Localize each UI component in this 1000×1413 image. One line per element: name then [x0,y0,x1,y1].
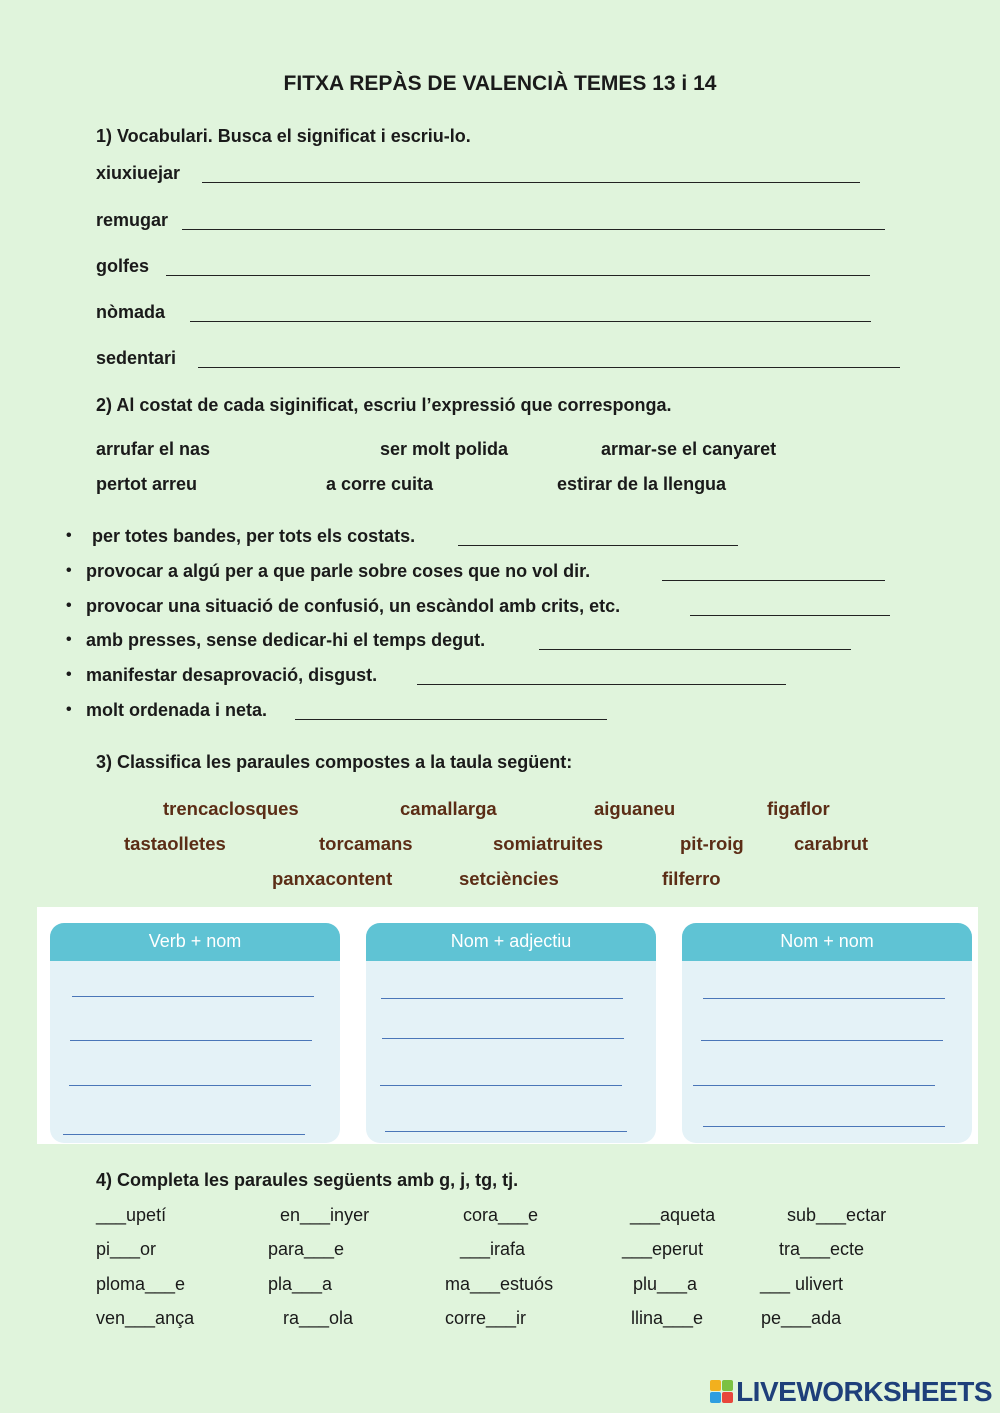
bullet-icon: • [66,701,72,718]
definition-5: manifestar desaprovació, disgust. [86,665,378,685]
fill-word[interactable]: pi___or [96,1239,157,1259]
vocab-answer-line-3[interactable] [166,275,870,276]
fill-word[interactable]: ma___estuós [445,1274,554,1294]
fill-word[interactable]: ___aqueta [630,1205,716,1225]
vocab-answer-line-2[interactable] [182,229,885,230]
compound-word: aiguaneu [594,798,676,819]
column-nom-nom [682,923,972,1143]
definition-6: molt ordenada i neta. [86,700,268,720]
column-header-nom-adjectiu: Nom + adjectiu [366,923,656,961]
definition-answer-line-6[interactable] [295,719,607,720]
fill-word[interactable]: corre___ir [445,1308,527,1328]
section4-heading: 4) Completa les paraules següents amb g, j, tg, tj. [96,1170,519,1190]
compound-word: camallarga [400,798,497,819]
answer-line[interactable] [69,1085,311,1086]
definition-4: amb presses, sense dedicar-hi el temps degut. [86,630,486,650]
vocab-answer-line-1[interactable] [202,182,860,183]
column-nom-adjectiu [366,923,656,1143]
compound-word: somiatruites [493,833,604,854]
definition-answer-line-3[interactable] [690,615,890,616]
bullet-icon: • [66,527,72,544]
section1-heading: 1) Vocabulari. Busca el significat i escriu-lo. [96,126,471,146]
fill-word[interactable]: cora___e [463,1205,539,1225]
fill-word[interactable]: llina___e [631,1308,704,1328]
fill-word[interactable]: sub___ectar [787,1205,887,1225]
definition-answer-line-2[interactable] [662,580,885,581]
fill-word[interactable]: pla___a [268,1274,333,1294]
fill-word[interactable]: plu___a [633,1274,698,1294]
definition-2: provocar a algú per a que parle sobre coses que no vol dir. [86,561,591,581]
answer-line[interactable] [381,998,623,999]
fill-word[interactable]: en___inyer [280,1205,370,1225]
fill-word[interactable]: ___irafa [460,1239,526,1259]
answer-line[interactable] [72,996,314,997]
compound-word: filferro [662,868,721,889]
liveworksheets-logo-icon [710,1380,734,1404]
definition-3: provocar una situació de confusió, un escàndol amb crits, etc. [86,596,621,616]
bullet-icon: • [66,631,72,648]
answer-line[interactable] [70,1040,312,1041]
expression-ser-molt-polida: ser molt polida [380,439,509,459]
definition-answer-line-4[interactable] [539,649,851,650]
bullet-icon: • [66,562,72,579]
compound-word: carabrut [794,833,869,854]
compound-word: figaflor [767,798,830,819]
fill-word[interactable]: ra___ola [283,1308,354,1328]
fill-word[interactable]: ___ ulivert [760,1274,844,1294]
fill-word[interactable]: tra___ecte [779,1239,865,1259]
fill-word[interactable]: pe___ada [761,1308,842,1328]
answer-line[interactable] [693,1085,935,1086]
column-header-verb-nom: Verb + nom [50,923,340,961]
compound-word: setciències [459,868,559,889]
answer-line[interactable] [63,1134,305,1135]
expression-a-corre-cuita: a corre cuita [326,474,434,494]
column-verb-nom [50,923,340,1143]
fill-word[interactable]: ploma___e [96,1274,186,1294]
answer-line[interactable] [703,998,945,999]
vocab-answer-line-5[interactable] [198,367,900,368]
bullet-icon: • [66,666,72,683]
definition-answer-line-5[interactable] [417,684,786,685]
vocab-word-nomada: nòmada [96,302,166,322]
vocab-word-golfes: golfes [96,256,150,276]
compound-word: torcamans [319,833,413,854]
classification-table [37,907,978,1144]
column-header-nom-nom: Nom + nom [682,923,972,961]
expression-pertot-arreu: pertot arreu [96,474,198,494]
vocab-word-sedentari: sedentari [96,348,177,368]
expression-armar-se-el-canyaret: armar-se el canyaret [601,439,777,459]
bullet-icon: • [66,597,72,614]
answer-line[interactable] [701,1040,943,1041]
answer-line[interactable] [382,1038,624,1039]
definition-answer-line-1[interactable] [458,545,738,546]
definition-1: per totes bandes, per tots els costats. [92,526,416,546]
fill-word[interactable]: ___upetí [96,1205,167,1225]
fill-word[interactable]: ___eperut [622,1239,704,1259]
expression-arrufar-el-nas: arrufar el nas [96,439,211,459]
logo-text: LIVEWORKSHEETS [736,1376,992,1407]
expression-estirar-de-la-llengua: estirar de la llengua [557,474,727,494]
compound-word: pit-roig [680,833,744,854]
compound-word: tastaolletes [124,833,226,854]
section3-heading: 3) Classifica les paraules compostes a la taula següent: [96,752,573,772]
answer-line[interactable] [385,1131,627,1132]
section2-heading: 2) Al costat de cada siginificat, escriu l’expressió que corresponga. [96,395,672,415]
compound-word: trencaclosques [163,798,299,819]
vocab-answer-line-4[interactable] [190,321,871,322]
fill-word[interactable]: para___e [268,1239,345,1259]
fill-word[interactable]: ven___ança [96,1308,195,1328]
answer-line[interactable] [380,1085,622,1086]
page-title: FITXA REPÀS DE VALENCIÀ TEMES 13 i 14 [283,72,717,95]
liveworksheets-logo[interactable] [710,1376,992,1408]
vocab-word-remugar: remugar [96,210,169,230]
vocab-word-xiuxiuejar: xiuxiuejar [96,163,181,183]
compound-word: panxacontent [272,868,393,889]
answer-line[interactable] [703,1126,945,1127]
